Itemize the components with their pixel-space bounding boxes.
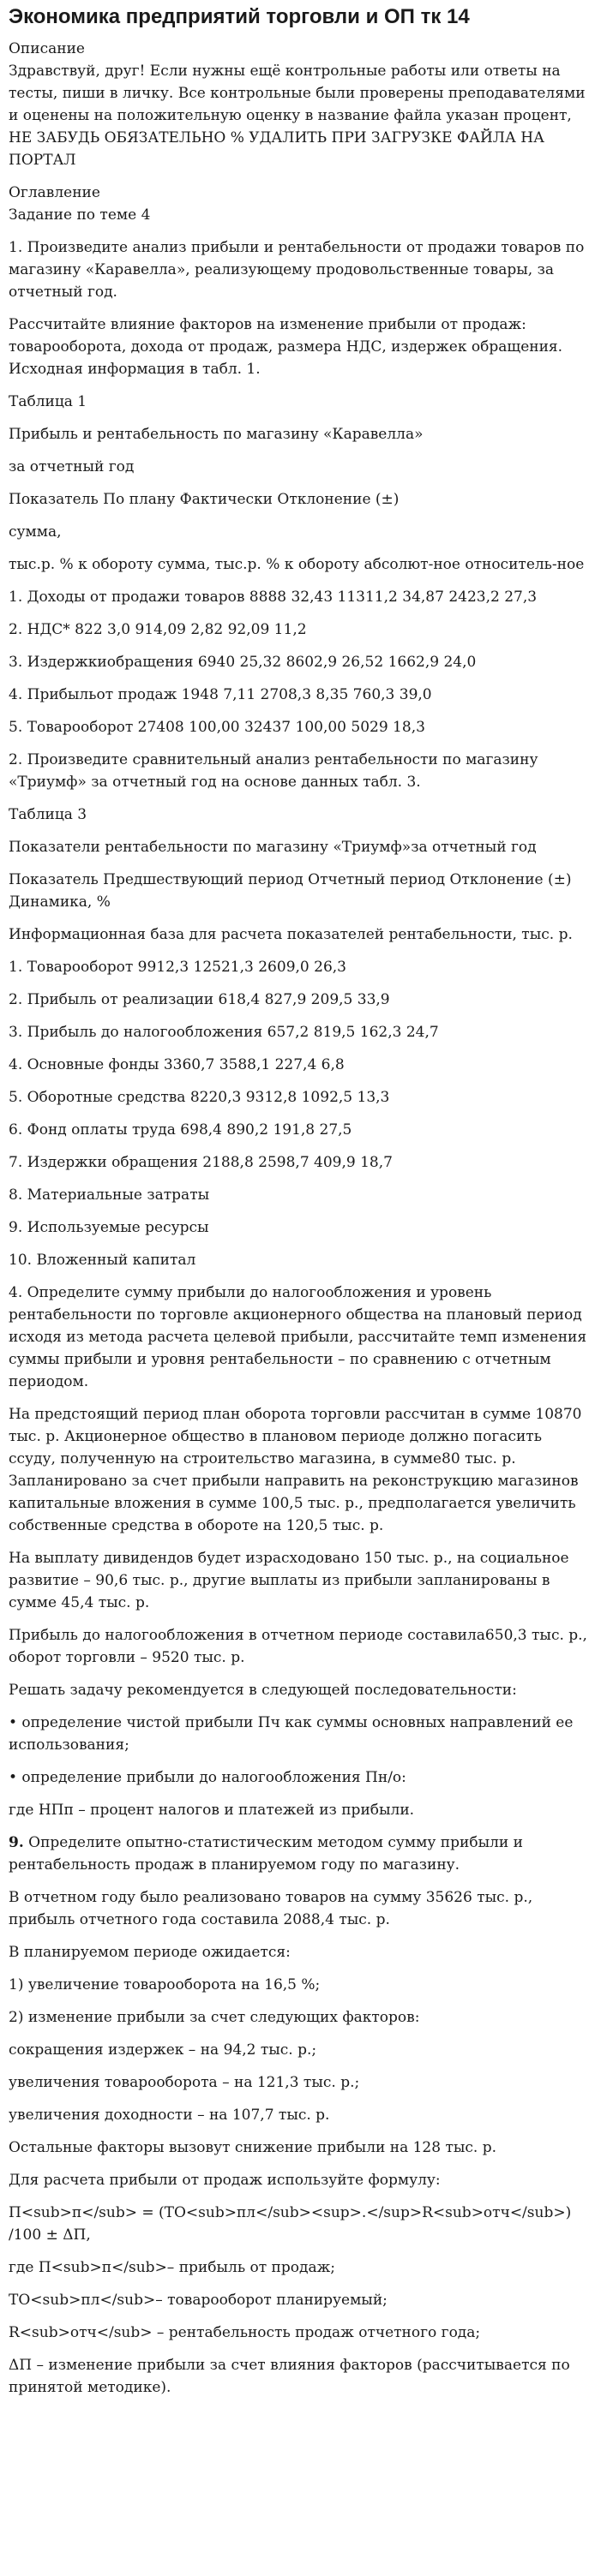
paragraph: 5. Оборотные средства 8220,3 9312,8 1092,5 13,3: [9, 1089, 390, 1106]
paragraph: Решать задачу рекомендуется в следующей последовательности:: [9, 1682, 517, 1699]
paragraph: 2. Прибыль от реализации 618,4 827,9 209,5 33,9: [9, 991, 390, 1008]
paragraph: Прибыль до налогообложения в отчетном периоде составила650,3 тыс. р., оборот торговли – 9520 тыс. р.: [9, 1627, 587, 1666]
paragraph: где П<sub>п</sub>– прибыль от продаж;: [9, 2259, 335, 2276]
toc-label: Оглавление: [9, 184, 100, 201]
paragraph: сокращения издержек – на 94,2 тыс. р.;: [9, 2041, 317, 2059]
page-title: Экономика предприятий торговли и ОП тк 14: [9, 5, 470, 28]
paragraph: ΔП – изменение прибыли за счет влияния факторов (рассчитывается по принятой методике).: [9, 2357, 570, 2396]
paragraph: 10. Вложенный капитал: [9, 1252, 196, 1269]
paragraph: 8. Материальные затраты: [9, 1186, 210, 1204]
paragraph: увеличения товарооборота – на 121,3 тыс. р.;: [9, 2074, 360, 2091]
paragraph: 3. Прибыль до налогообложения 657,2 819,5 162,3 24,7: [9, 1024, 439, 1041]
paragraph: Остальные факторы вызовут снижение прибыли на 128 тыс. р.: [9, 2139, 497, 2156]
paragraph: Для расчета прибыли от продаж используйте формулу:: [9, 2172, 441, 2189]
paragraph: Таблица 1: [9, 393, 87, 410]
paragraph: 3. Издержкиобращения 6940 25,32 8602,9 26,52 1662,9 24,0: [9, 654, 477, 671]
paragraph: Прибыль и рентабельность по магазину «Каравелла»: [9, 426, 424, 443]
paragraph: 5. Товарооборот 27408 100,00 32437 100,00 5029 18,3: [9, 719, 425, 736]
toc-item[interactable]: Задание по теме 4: [9, 206, 151, 224]
paragraph: Рассчитайте влияние факторов на изменение прибыли от продаж: товарооборота, дохода от продаж, размера НДС, издержек обращения. Исходная информация в табл. 1.: [9, 316, 563, 378]
paragraph: Показатель Предшествующий период Отчетный период Отклонение (±) Динамика, %: [9, 871, 572, 911]
paragraph: ТО<sub>пл</sub>– товарооборот планируемый;: [9, 2292, 388, 2309]
paragraph: Информационная база для расчета показателей рентабельности, тыс. р.: [9, 926, 573, 943]
description-label: Описание: [9, 40, 85, 57]
paragraph-group-1: [9, 236, 592, 1821]
paragraph: 1. Произведите анализ прибыли и рентабельности от продажи товаров по магазину «Каравелла», реализующему продовольственные товары, за отчетный год.: [9, 239, 585, 301]
paragraph: 1. Товарооборот 9912,3 12521,3 2609,0 26,3: [9, 959, 346, 976]
paragraph: П<sub>п</sub> = (ТО<sub>пл</sub><sup>.</sup>R<sub>отч</sub>) /100 ± ΔП,: [9, 2204, 572, 2244]
paragraph: Таблица 3: [9, 806, 87, 823]
paragraph: В планируемом периоде ожидается:: [9, 1944, 291, 1961]
description-text: Здравствуй, друг! Если нужны ещё контрольные работы или ответы на тесты, пиши в личку. Все контрольные были проверены преподавателями и оценены на положительную оценку в название файла указан процент, НЕ ЗАБУДЬ ОБЯЗАТЕЛЬНО % УДАЛИТЬ ПРИ ЗАГРУЗКЕ ФАЙЛА НА ПОРТАЛ: [9, 63, 586, 169]
paragraph: В отчетном году было реализовано товаров на сумму 35626 тыс. р., прибыль отчетного года составила 2088,4 тыс. р.: [9, 1889, 533, 1928]
paragraph: где НПп – процент налогов и платежей из прибыли.: [9, 1802, 415, 1819]
paragraph: 2. Произведите сравнительный анализ рентабельности по магазину «Триумф» за отчетный год на основе данных табл. 3.: [9, 751, 538, 791]
paragraph: 2) изменение прибыли за счет следующих факторов:: [9, 2009, 420, 2026]
paragraph: 7. Издержки обращения 2188,8 2598,7 409,9 18,7: [9, 1154, 393, 1171]
paragraph: 4. Основные фонды 3360,7 3588,1 227,4 6,8: [9, 1056, 345, 1073]
paragraph: 4. Прибыльот продаж 1948 7,11 2708,3 8,35 760,3 39,0: [9, 686, 432, 703]
paragraph: сумма,: [9, 523, 62, 541]
paragraph: 4. Определите сумму прибыли до налогообложения и уровень рентабельности по торговле акционерного общества на плановый период исходя из метода расчета целевой прибыли, рассчитайте темп изменения суммы прибыли и уровня рентабельности – по сравнению с отчетным периодом.: [9, 1284, 587, 1390]
task-9-text: Определите опытно-статистическим методом сумму прибыли и рентабельность продаж в планируемом году по магазину.: [9, 1834, 523, 1874]
paragraph: 6. Фонд оплаты труда 698,4 890,2 191,8 27,5: [9, 1121, 352, 1139]
paragraph: На предстоящий период план оборота торговли рассчитан в сумме 10870 тыс. р. Акционерное общество в плановом периоде должно погасить ссуду, полученную на строительство магазина, в сумме80 тыс. р. Запланировано за счет прибыли направить на реконструкцию магазинов капитальные вложения в сумме 100,5 тыс. р., предполагается увеличить собственные средства в обороте на 120,5 тыс. р.: [9, 1406, 582, 1534]
table-of-contents: [9, 182, 592, 226]
paragraph: R<sub>отч</sub> – рентабельность продаж отчетного года;: [9, 2324, 481, 2341]
paragraph: увеличения доходности – на 107,7 тыс. р.: [9, 2107, 330, 2124]
paragraph: • определение чистой прибыли Пч как суммы основных направлений ее использования;: [9, 1714, 574, 1754]
paragraph: за отчетный год: [9, 458, 135, 475]
paragraph: • определение прибыли до налогообложения Пн/о:: [9, 1769, 406, 1786]
task-9-number: 9.: [9, 1834, 24, 1851]
document-content: [9, 236, 592, 2399]
paragraph: 1. Доходы от продажи товаров 8888 32,43 11311,2 34,87 2423,2 27,3: [9, 589, 538, 606]
paragraph: 9. Используемые ресурсы: [9, 1219, 209, 1236]
paragraph-group-2: [9, 1886, 592, 2399]
paragraph: Показатели рентабельности по магазину «Триумф»за отчетный год: [9, 839, 537, 856]
paragraph: На выплату дивидендов будет израсходовано 150 тыс. р., на социальное развитие – 90,6 тыс. р., другие выплаты из прибыли запланированы в сумме 45,4 тыс. р.: [9, 1550, 569, 1611]
paragraph: тыс.р. % к обороту сумма, тыс.р. % к обороту абсолют-ное относитель-ное: [9, 556, 585, 573]
paragraph: 1) увеличение товарооборота на 16,5 %;: [9, 1976, 321, 1993]
task-9-paragraph: [9, 1832, 592, 1876]
paragraph: 2. НДС* 822 3,0 914,09 2,82 92,09 11,2: [9, 621, 307, 638]
paragraph: Показатель По плану Фактически Отклонение (±): [9, 491, 400, 508]
